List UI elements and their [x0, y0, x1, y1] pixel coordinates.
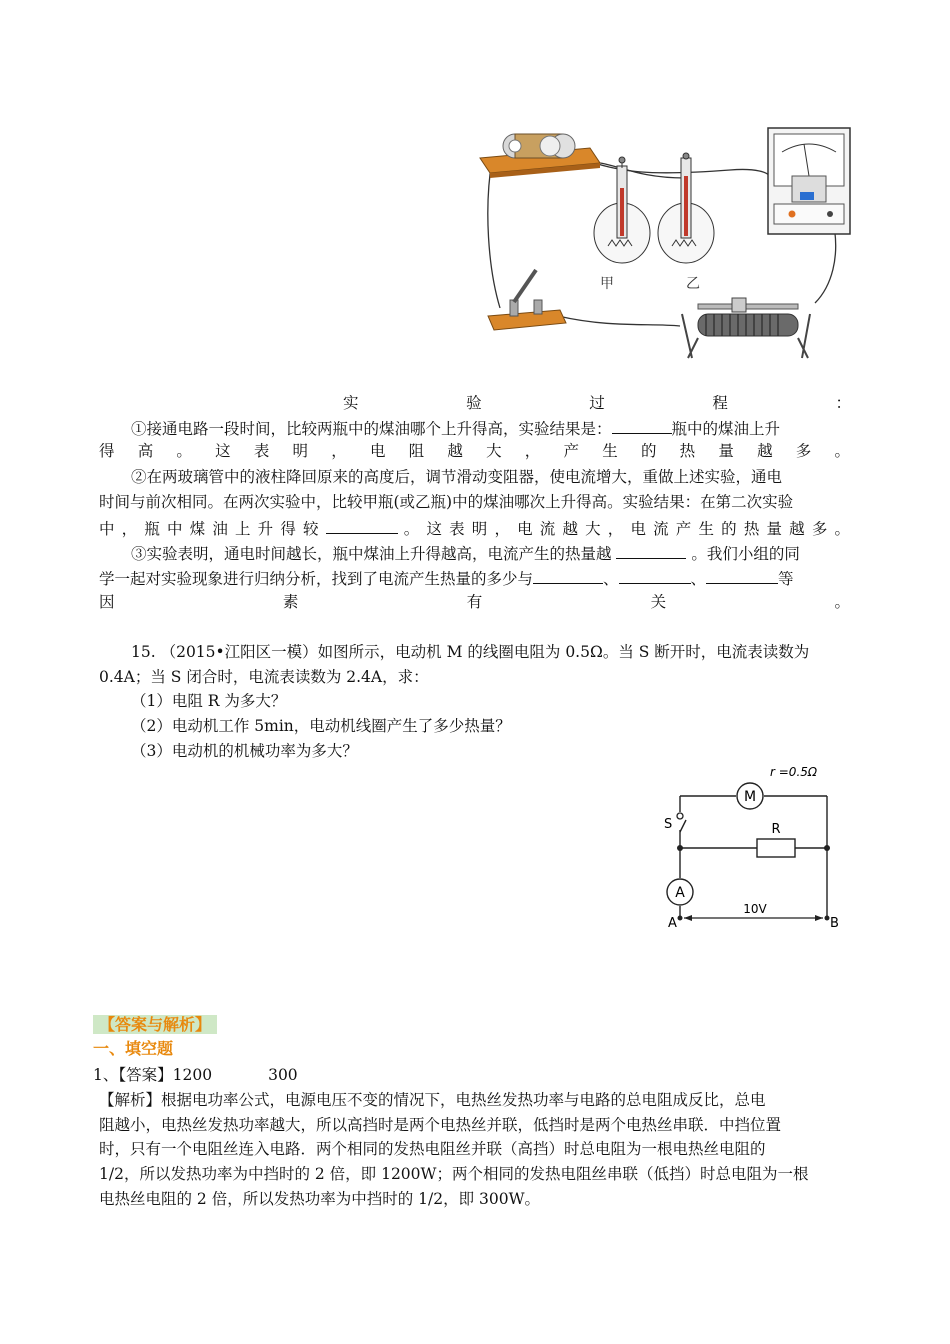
- explanation-line1: 【解析】根据电功率公式，电源电压不变的情况下，电热丝发热功率与电路的总电阻成反比，总电: [99, 1091, 766, 1109]
- q15-sub3: （3）电动机的机械功率为多大？: [131, 742, 358, 760]
- answers-banner: 【答案与解析】: [93, 1014, 217, 1036]
- ammeter-label: A: [675, 885, 685, 901]
- explanation-line5: 电热丝电阻的 2 倍，所以发热功率为中挡时的 1/2，即 300W。: [99, 1190, 541, 1208]
- switch-label: S: [664, 817, 673, 832]
- step1-line2: 得 高 。 这 表 明 ， 电 阻 越 大 ， 产 生 的 热 量 越 多 。: [99, 442, 850, 460]
- label-jia: 甲: [600, 276, 614, 292]
- blank-5: [619, 565, 691, 584]
- motor-circuit-diagram: [660, 760, 850, 935]
- coil-resistance-label: r =0.5Ω: [770, 765, 818, 779]
- resistor-label: R: [771, 822, 781, 837]
- blank-3: [616, 540, 686, 559]
- section-fill-blank: 一、填空题: [93, 1039, 174, 1058]
- process-heading: 实 验 过 程 ：: [343, 394, 851, 412]
- q15-line2: 0.4A；当 S 闭合时，电流表读数为 2.4A，求：: [99, 668, 429, 686]
- voltage-label: 10V: [743, 902, 767, 916]
- heater-board: [480, 134, 600, 178]
- step2-line3: 中 ， 瓶 中 煤 油 上 升 得 较 。 这 表 明 ， 电 流 越 大 ， 电 流 产 生 的 热 量 越 多 。: [99, 515, 850, 541]
- resistor-symbol: [757, 839, 795, 857]
- step3-line1: ③实验表明，通电时间越长，瓶中煤油上升得越高，电流产生的热量越 。我们小组的同: [131, 540, 800, 566]
- node-a-label: A: [668, 916, 677, 931]
- explanation-line4: 1/2，所以发热功率为中挡时的 2 倍，即 1200W；两个相同的发热电阻丝串联（低挡）时总电阻为一根: [99, 1165, 809, 1183]
- q15-line1: 15. （2015•江阳区一模）如图所示，电动机 M 的线圈电阻为 0.5Ω。当 S 断开时，电流表读数为: [131, 643, 810, 661]
- blank-4: [533, 565, 603, 584]
- step2-line1: ②在两玻璃管中的液柱降回原来的高度后，调节滑动变阻器，使电流增大，重做上述实验，通电: [131, 468, 783, 486]
- blank-6: [706, 565, 778, 584]
- experiment-apparatus-illustration: [470, 118, 860, 368]
- knife-switch: [488, 270, 566, 330]
- rheostat: [682, 298, 810, 358]
- step3-line3: 因 素 有 关 。: [99, 593, 850, 611]
- step3-line2: 学一起对实验现象进行归纳分析，找到了电流产生热量的多少与 、 、 等: [99, 565, 794, 591]
- answer-1: 1、【答案】1200 300: [93, 1066, 298, 1084]
- blank-2: [326, 515, 398, 534]
- q15-sub1: （1）电阻 R 为多大？: [131, 692, 287, 710]
- flask-jia: [594, 157, 650, 263]
- motor-label: M: [743, 789, 757, 805]
- q15-sub2: （2）电动机工作 5min，电动机线圈产生了多少热量？: [131, 717, 511, 735]
- explanation-line3: 时，只有一个电阻丝连入电路．两个相同的发热电阻丝并联（高挡）时总电阻为一根电热丝电阻的: [99, 1140, 766, 1158]
- explanation-line2: 阻越小，电热丝发热功率越大，所以高挡时是两个电热丝并联，低挡时是两个电热丝串联．中挡位置: [99, 1116, 782, 1134]
- blank-1: [612, 415, 672, 434]
- step2-line2: 时间与前次相同。在两次实验中，比较甲瓶(或乙瓶)中的煤油哪次上升得高。实验结果：在第二次实验: [99, 493, 794, 511]
- label-yi: 乙: [686, 276, 700, 292]
- flask-yi: [658, 153, 714, 263]
- step1-line1: ①接通电路一段时间，比较两瓶中的煤油哪个上升得高，实验结果是： 瓶中的煤油上升: [131, 415, 780, 441]
- ammeter-box: [768, 128, 850, 234]
- node-b-label: B: [830, 916, 839, 931]
